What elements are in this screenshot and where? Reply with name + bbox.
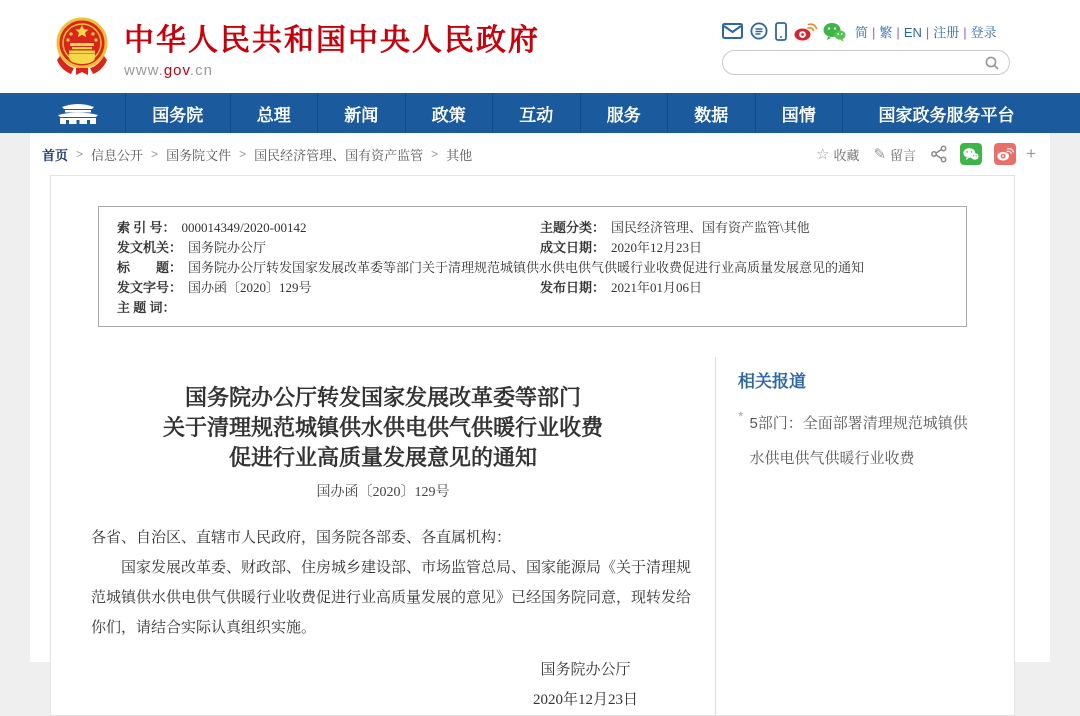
document-card <box>50 175 1015 716</box>
mail-icon[interactable] <box>722 23 743 39</box>
meta-doc-number-value: 国办函〔2020〕129号 <box>188 280 312 295</box>
meta-date-written-value: 2020年12月23日 <box>611 240 703 255</box>
site-title[interactable]: 中华人民共和国中央人民政府 <box>124 23 540 57</box>
collect-button[interactable] <box>816 145 859 164</box>
document-salutation: 各省、自治区、直辖市人民政府，国务院各部委、各直属机构： <box>91 530 512 546</box>
url-gov: gov <box>163 61 190 79</box>
mobile-icon[interactable] <box>775 22 787 41</box>
document-signature <box>91 655 638 715</box>
subscribe-icon[interactable] <box>750 22 768 40</box>
meta-keywords-label: 主 题 词： <box>117 300 176 315</box>
breadcrumb <box>42 145 472 164</box>
link-separator: | <box>925 24 930 40</box>
nav-item-gov-service-platform[interactable]: 国家政务服务平台 <box>842 93 1050 133</box>
lang-traditional-link[interactable]: 繁 <box>879 24 893 40</box>
signature-agency: 国务院办公厅 <box>540 662 631 678</box>
meta-row <box>117 258 948 278</box>
lang-links <box>855 22 997 41</box>
nav-item-news[interactable]: 新闻 <box>317 93 405 133</box>
document-main <box>51 357 715 715</box>
collect-label: 收藏 <box>833 147 860 163</box>
wechat-icon[interactable] <box>823 22 846 41</box>
nav-item-national-conditions[interactable]: 国情 <box>755 93 843 133</box>
meta-row <box>117 278 948 298</box>
url-cn: .cn <box>189 61 213 79</box>
search-box <box>722 50 1010 75</box>
meta-index-value: 000014349/2020-00142 <box>181 220 307 235</box>
search-icon[interactable] <box>983 54 1001 72</box>
document-number: 国办函〔2020〕129号 <box>316 485 450 500</box>
link-separator: | <box>872 24 876 40</box>
register-link[interactable]: 注册 <box>933 24 960 40</box>
related-reports-sidebar <box>715 357 1014 715</box>
document-paragraph: 国家发展改革委、财政部、住房城乡建设部、市场监管总局、国家能源局《关于清理规范城镇供水供电供气供暖行业收费促进行业高质量发展的意见》已经国务院同意，现转发给你们，请结合实际认真组织实施。 <box>91 560 692 636</box>
login-link[interactable]: 登录 <box>970 24 997 40</box>
nav-item-premier[interactable]: 总理 <box>230 93 318 133</box>
breadcrumb-row <box>30 133 1050 175</box>
page-background <box>0 133 1080 708</box>
related-reports-title: 相关报道 <box>738 372 806 391</box>
pencil-icon: ✎ <box>873 146 887 163</box>
site-header <box>0 0 1080 93</box>
breadcrumb-other: 其他 <box>446 147 473 163</box>
meta-date-written-label: 成文日期： <box>540 240 606 255</box>
lang-english-link[interactable]: EN <box>903 24 922 40</box>
document-title-line1: 国务院办公厅转发国家发展改革委等部门 <box>184 385 581 410</box>
weibo-icon[interactable] <box>794 22 816 41</box>
more-share-button[interactable]: + <box>1026 144 1036 163</box>
list-bullet: * <box>738 408 744 424</box>
site-url[interactable] <box>124 62 540 79</box>
meta-topic-value: 国民经济管理、国有资产监管\其他 <box>611 220 810 235</box>
search-input[interactable] <box>735 53 983 73</box>
related-report-text: 5部门：全面部署清理规范城镇供水供电供气供暖行业收费 <box>749 415 968 467</box>
message-button[interactable] <box>873 145 916 164</box>
meta-date-published-label: 发布日期： <box>540 280 606 295</box>
lang-simplified-link[interactable]: 简 <box>855 24 869 40</box>
share-icon[interactable] <box>930 145 948 163</box>
meta-doc-number-label: 发文字号： <box>117 280 183 295</box>
meta-title-value: 国务院办公厅转发国家发展改革委等部门关于清理规范城镇供水供电供气供暖行业收费促进行业高质量发展意见的通知 <box>188 260 865 275</box>
meta-index-label: 索 引 号： <box>117 220 176 235</box>
breadcrumb-separator: > <box>76 147 84 161</box>
meta-agency-value: 国务院办公厅 <box>188 240 267 255</box>
link-separator: | <box>896 24 900 40</box>
meta-row <box>117 218 948 238</box>
nav-item-interaction[interactable]: 互动 <box>492 93 580 133</box>
signature-date: 2020年12月23日 <box>532 692 638 708</box>
document-body <box>91 523 693 715</box>
header-icons-row <box>722 18 1010 44</box>
content-row <box>51 357 1014 715</box>
meta-date-published-value: 2021年01月06日 <box>611 280 703 295</box>
breadcrumb-info-disclosure[interactable]: 信息公开 <box>91 147 144 163</box>
breadcrumb-separator: > <box>239 147 247 161</box>
nav-home-tiananmen-icon[interactable] <box>30 93 125 133</box>
document-title <box>51 383 715 473</box>
breadcrumb-state-council-docs[interactable]: 国务院文件 <box>166 147 232 163</box>
nav-item-state-council[interactable]: 国务院 <box>125 93 230 133</box>
breadcrumb-separator: > <box>431 147 439 161</box>
document-title-line2: 关于清理规范城镇供水供电供气供暖行业收费 <box>162 415 603 440</box>
link-separator: | <box>963 24 967 40</box>
page-actions <box>802 143 1036 165</box>
meta-row <box>117 298 948 318</box>
meta-title-label: 标 题： <box>117 260 183 275</box>
share-wechat-icon[interactable] <box>960 143 982 165</box>
breadcrumb-economy-category[interactable]: 国民经济管理、国有资产监管 <box>254 147 424 163</box>
brand-block <box>124 15 540 79</box>
url-www: www. <box>124 61 164 79</box>
national-emblem-logo[interactable] <box>52 16 112 78</box>
nav-item-policy[interactable]: 政策 <box>405 93 493 133</box>
nav-item-data[interactable]: 数据 <box>667 93 755 133</box>
document-title-line3: 促进行业高质量发展意见的通知 <box>228 445 537 470</box>
header-right <box>722 18 1010 75</box>
page-body <box>30 133 1050 708</box>
meta-agency-label: 发文机关： <box>117 240 183 255</box>
document-meta-box <box>98 206 967 327</box>
main-navbar <box>0 93 1080 133</box>
related-report-link[interactable] <box>738 406 1014 476</box>
meta-topic-label: 主题分类： <box>540 220 606 235</box>
share-weibo-icon[interactable] <box>994 143 1016 165</box>
breadcrumb-home[interactable]: 首页 <box>42 147 69 163</box>
breadcrumb-separator: > <box>151 147 159 161</box>
message-label: 留言 <box>890 147 917 163</box>
nav-item-services[interactable]: 服务 <box>580 93 668 133</box>
star-icon: ☆ <box>816 146 830 163</box>
meta-row <box>117 238 948 258</box>
